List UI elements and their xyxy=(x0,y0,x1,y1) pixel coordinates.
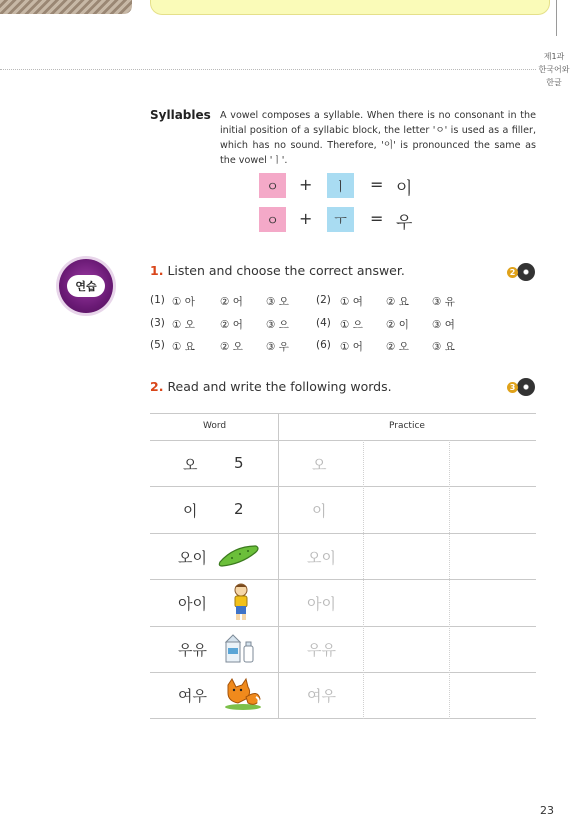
q1-heading xyxy=(150,263,405,278)
eq1-vowel-box: ㅣ xyxy=(327,173,354,198)
figure-number-two: 2 xyxy=(234,500,244,518)
table-row-rule xyxy=(150,486,536,487)
q2-track-number: 3 xyxy=(507,382,518,393)
table-row-rule xyxy=(150,672,536,673)
q1-option[interactable]: ① 어 xyxy=(340,341,363,353)
q1-number: 1. xyxy=(150,263,164,278)
q1-option[interactable]: ③ 우 xyxy=(266,341,289,353)
header-rule xyxy=(0,69,536,70)
q1-option[interactable]: ② 오 xyxy=(220,341,243,353)
chapter-number: 제1과 xyxy=(543,52,565,61)
q1-option[interactable]: ② 오 xyxy=(386,341,409,353)
fox-icon xyxy=(222,677,264,711)
q1-option[interactable]: ① 요 xyxy=(172,341,195,353)
practice-badge xyxy=(59,259,113,313)
cucumber-icon xyxy=(216,542,262,568)
header-hatch-decoration xyxy=(0,0,132,14)
chapter-title-line1: 한국어와 xyxy=(538,65,570,74)
practice-trace-text[interactable]: 여우 xyxy=(307,687,336,705)
word-cell: 우유 xyxy=(178,641,207,659)
q1-option[interactable]: ① 오 xyxy=(172,319,195,331)
q1-item-number: (2) xyxy=(316,294,331,306)
practice-table xyxy=(150,413,536,719)
word-cell: 아이 xyxy=(178,595,207,613)
cd-icon xyxy=(517,263,535,281)
eq2-consonant-box: ㅇ xyxy=(259,207,286,232)
table-practice-divider xyxy=(449,440,450,719)
q2-audio-track[interactable] xyxy=(507,378,537,396)
q1-option[interactable]: ① 여 xyxy=(340,296,363,308)
chapter-title-line2: 한글 xyxy=(546,78,562,87)
child-icon xyxy=(230,582,252,622)
eq2-equals: = xyxy=(370,209,384,228)
table-top-rule xyxy=(150,413,536,414)
q1-track-number: 2 xyxy=(507,267,518,278)
practice-trace-text[interactable]: 우유 xyxy=(307,641,336,659)
figure-number-five: 5 xyxy=(234,454,244,472)
word-cell: 오 xyxy=(183,456,198,474)
q1-title: Listen and choose the correct answer. xyxy=(167,263,405,278)
syllables-heading: Syllables xyxy=(150,108,211,122)
q1-option[interactable]: ③ 유 xyxy=(432,296,455,308)
header-divider xyxy=(556,0,557,36)
q1-option[interactable]: ③ 으 xyxy=(266,319,289,331)
col-header-practice: Practice xyxy=(389,421,425,431)
practice-trace-text[interactable]: 아이 xyxy=(307,595,336,613)
q1-option[interactable]: ③ 여 xyxy=(432,319,455,331)
cd-icon xyxy=(517,378,535,396)
word-cell: 오이 xyxy=(178,549,207,567)
page-number: 23 xyxy=(540,804,554,817)
q2-heading xyxy=(150,379,392,394)
chapter-label xyxy=(532,50,576,89)
eq2-result: 우 xyxy=(396,213,413,233)
q1-option[interactable]: ③ 요 xyxy=(432,341,455,353)
practice-trace-text[interactable]: 이 xyxy=(312,502,327,520)
milk-icon xyxy=(222,632,258,666)
q1-option[interactable]: ② 요 xyxy=(386,296,409,308)
q1-item-number: (6) xyxy=(316,339,331,351)
q1-audio-track[interactable] xyxy=(507,263,537,281)
q1-option[interactable]: ① 으 xyxy=(340,319,363,331)
q1-option[interactable]: ① 아 xyxy=(172,296,195,308)
practice-trace-text[interactable]: 오이 xyxy=(307,549,336,567)
word-cell: 여우 xyxy=(178,687,207,705)
syllables-explanation: A vowel composes a syllable. When there is no consonant in the initial position of a syllabic block, the letter 'ㅇ' is used as a filler, which has no sound. Therefore, '이' is pronounced the same as the vowel 'ㅣ'. xyxy=(220,110,536,166)
eq1-plus: + xyxy=(299,175,313,194)
q1-option[interactable]: ② 이 xyxy=(386,319,409,331)
q1-item-number: (3) xyxy=(150,317,165,329)
eq2-plus: + xyxy=(299,209,313,228)
table-row-rule xyxy=(150,626,536,627)
practice-trace-text[interactable]: 오 xyxy=(312,456,327,474)
practice-badge-label: 연습 xyxy=(67,275,105,297)
q1-item-number: (1) xyxy=(150,294,165,306)
q2-title: Read and write the following words. xyxy=(167,379,392,394)
q1-option[interactable]: ② 어 xyxy=(220,319,243,331)
table-practice-divider xyxy=(363,440,364,719)
eq1-equals: = xyxy=(370,175,384,194)
eq2-vowel-box: ㅜ xyxy=(327,207,354,232)
eq1-consonant-box: ㅇ xyxy=(259,173,286,198)
col-header-word: Word xyxy=(203,421,227,431)
q1-option[interactable]: ③ 오 xyxy=(266,296,289,308)
q2-number: 2. xyxy=(150,379,164,394)
eq1-result: 이 xyxy=(396,179,413,199)
table-row-rule xyxy=(150,579,536,580)
table-bottom-rule xyxy=(150,718,536,719)
header-banner xyxy=(150,0,550,15)
word-cell: 이 xyxy=(183,502,198,520)
table-column-divider xyxy=(278,413,279,719)
q1-item-number: (5) xyxy=(150,339,165,351)
q1-item-number: (4) xyxy=(316,317,331,329)
q1-option[interactable]: ② 어 xyxy=(220,296,243,308)
table-header-rule xyxy=(150,440,536,441)
table-row-rule xyxy=(150,533,536,534)
